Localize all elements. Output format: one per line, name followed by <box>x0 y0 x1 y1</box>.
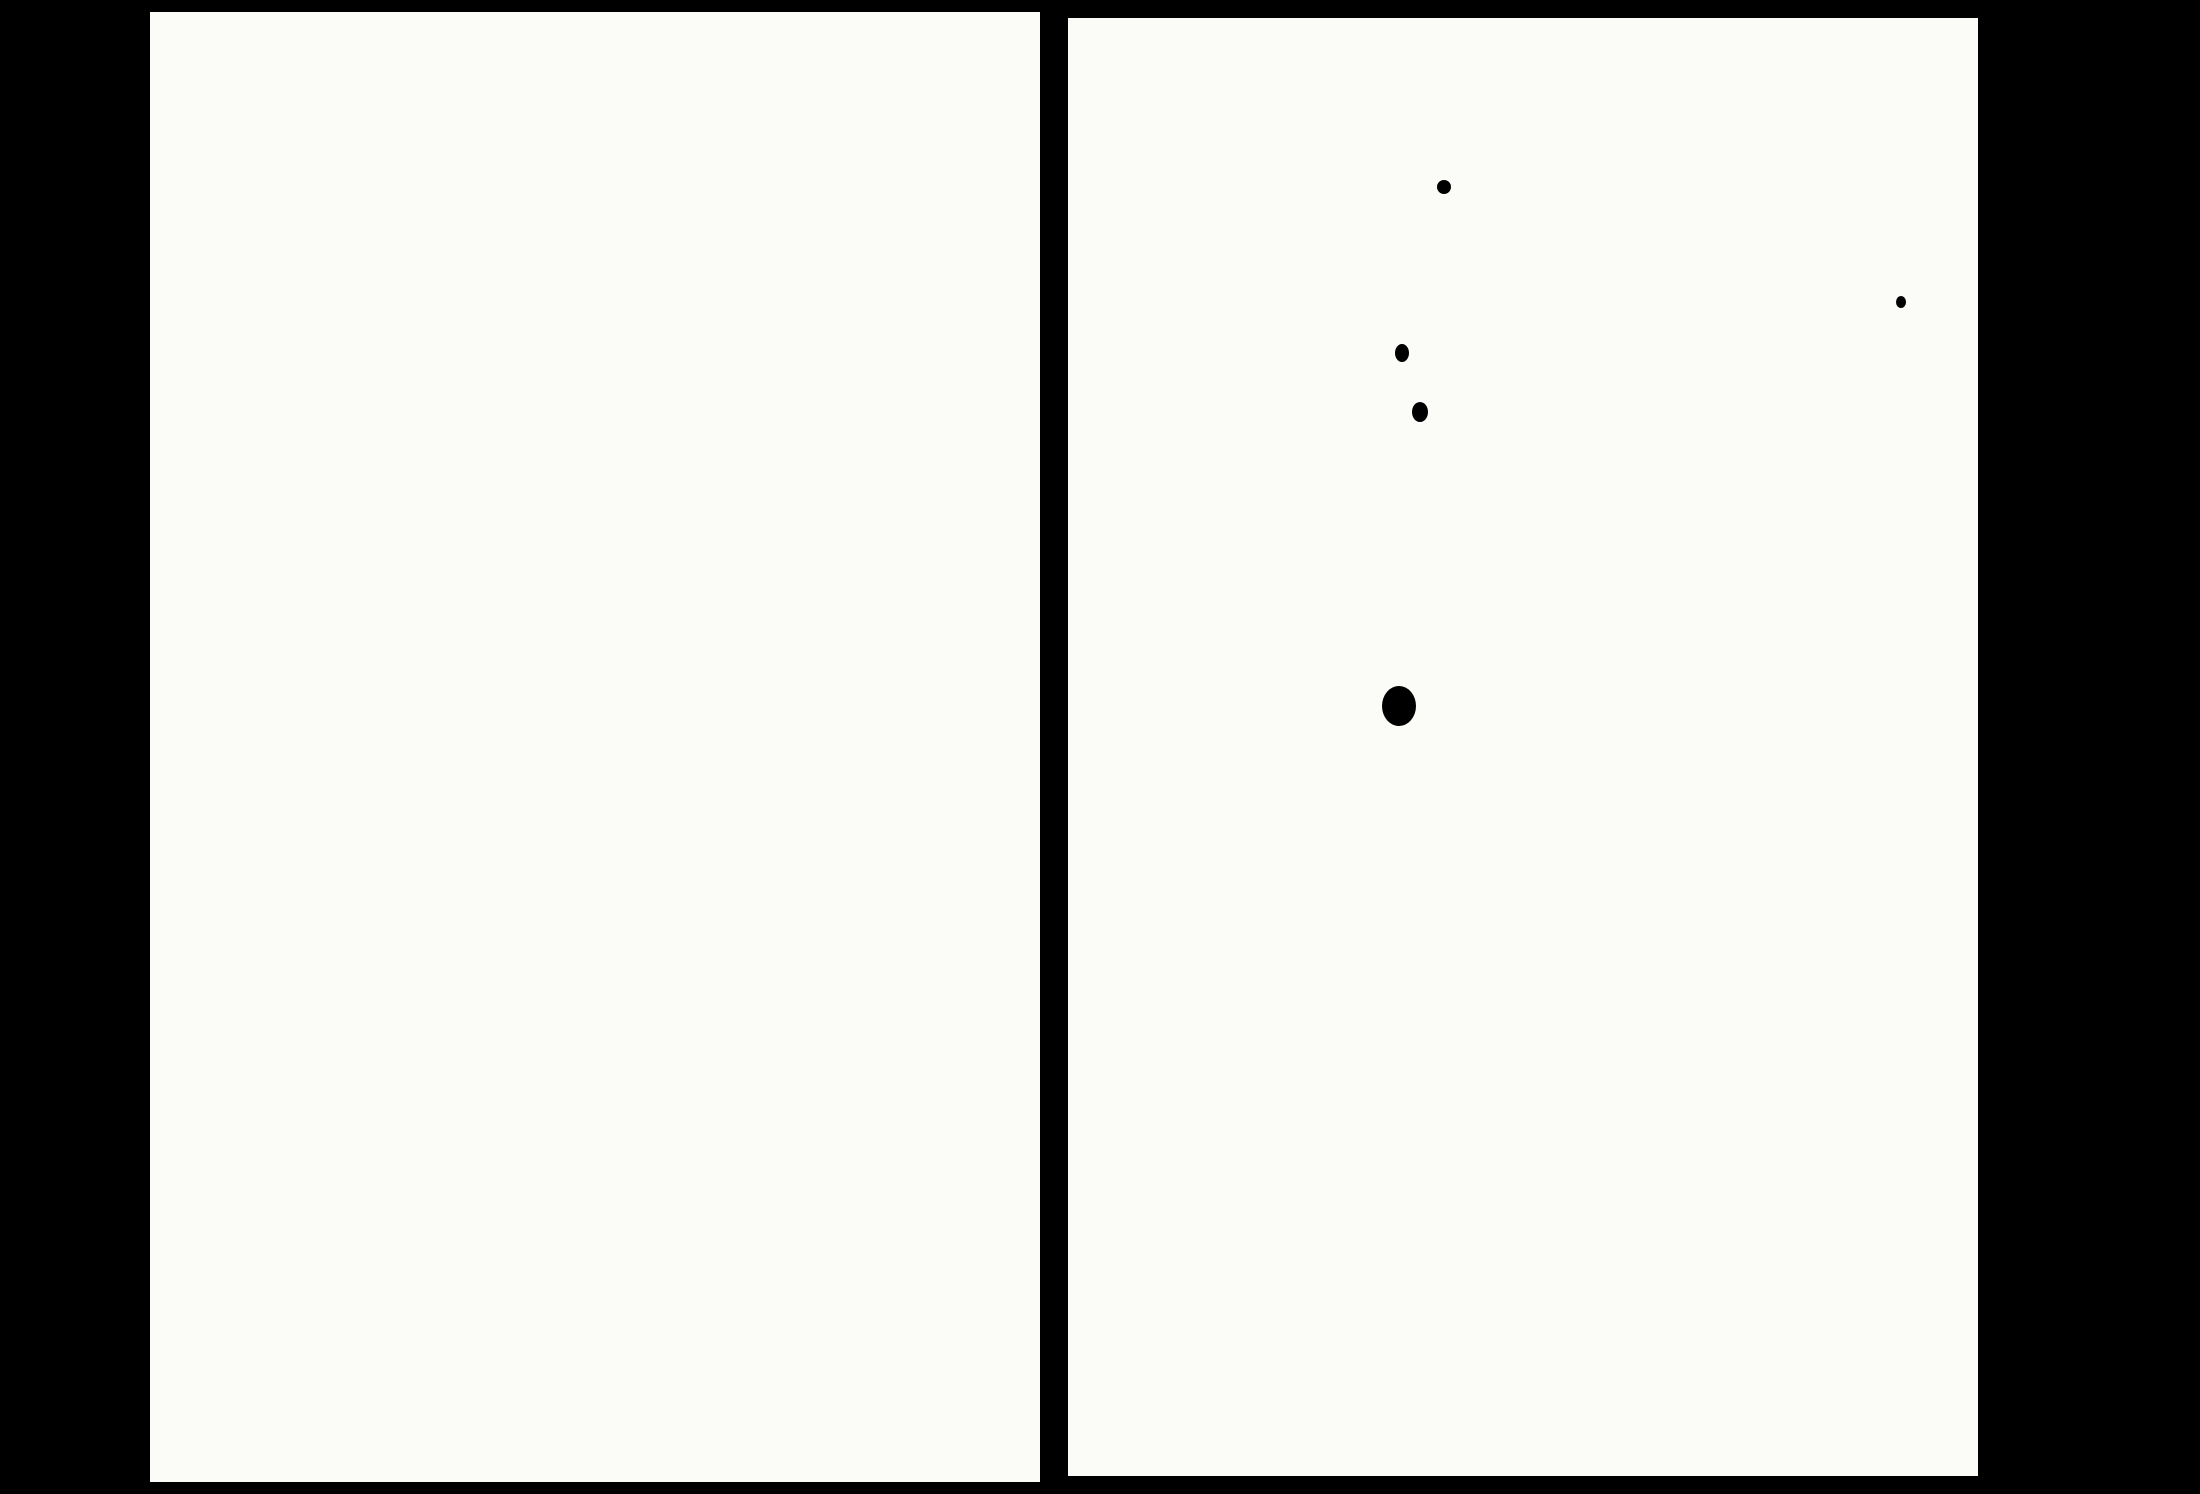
ink-blot <box>1412 402 1428 422</box>
ink-blot <box>1382 686 1416 726</box>
ink-blot <box>1896 296 1906 308</box>
ink-blot <box>1437 180 1451 194</box>
ink-blot <box>1395 344 1409 362</box>
